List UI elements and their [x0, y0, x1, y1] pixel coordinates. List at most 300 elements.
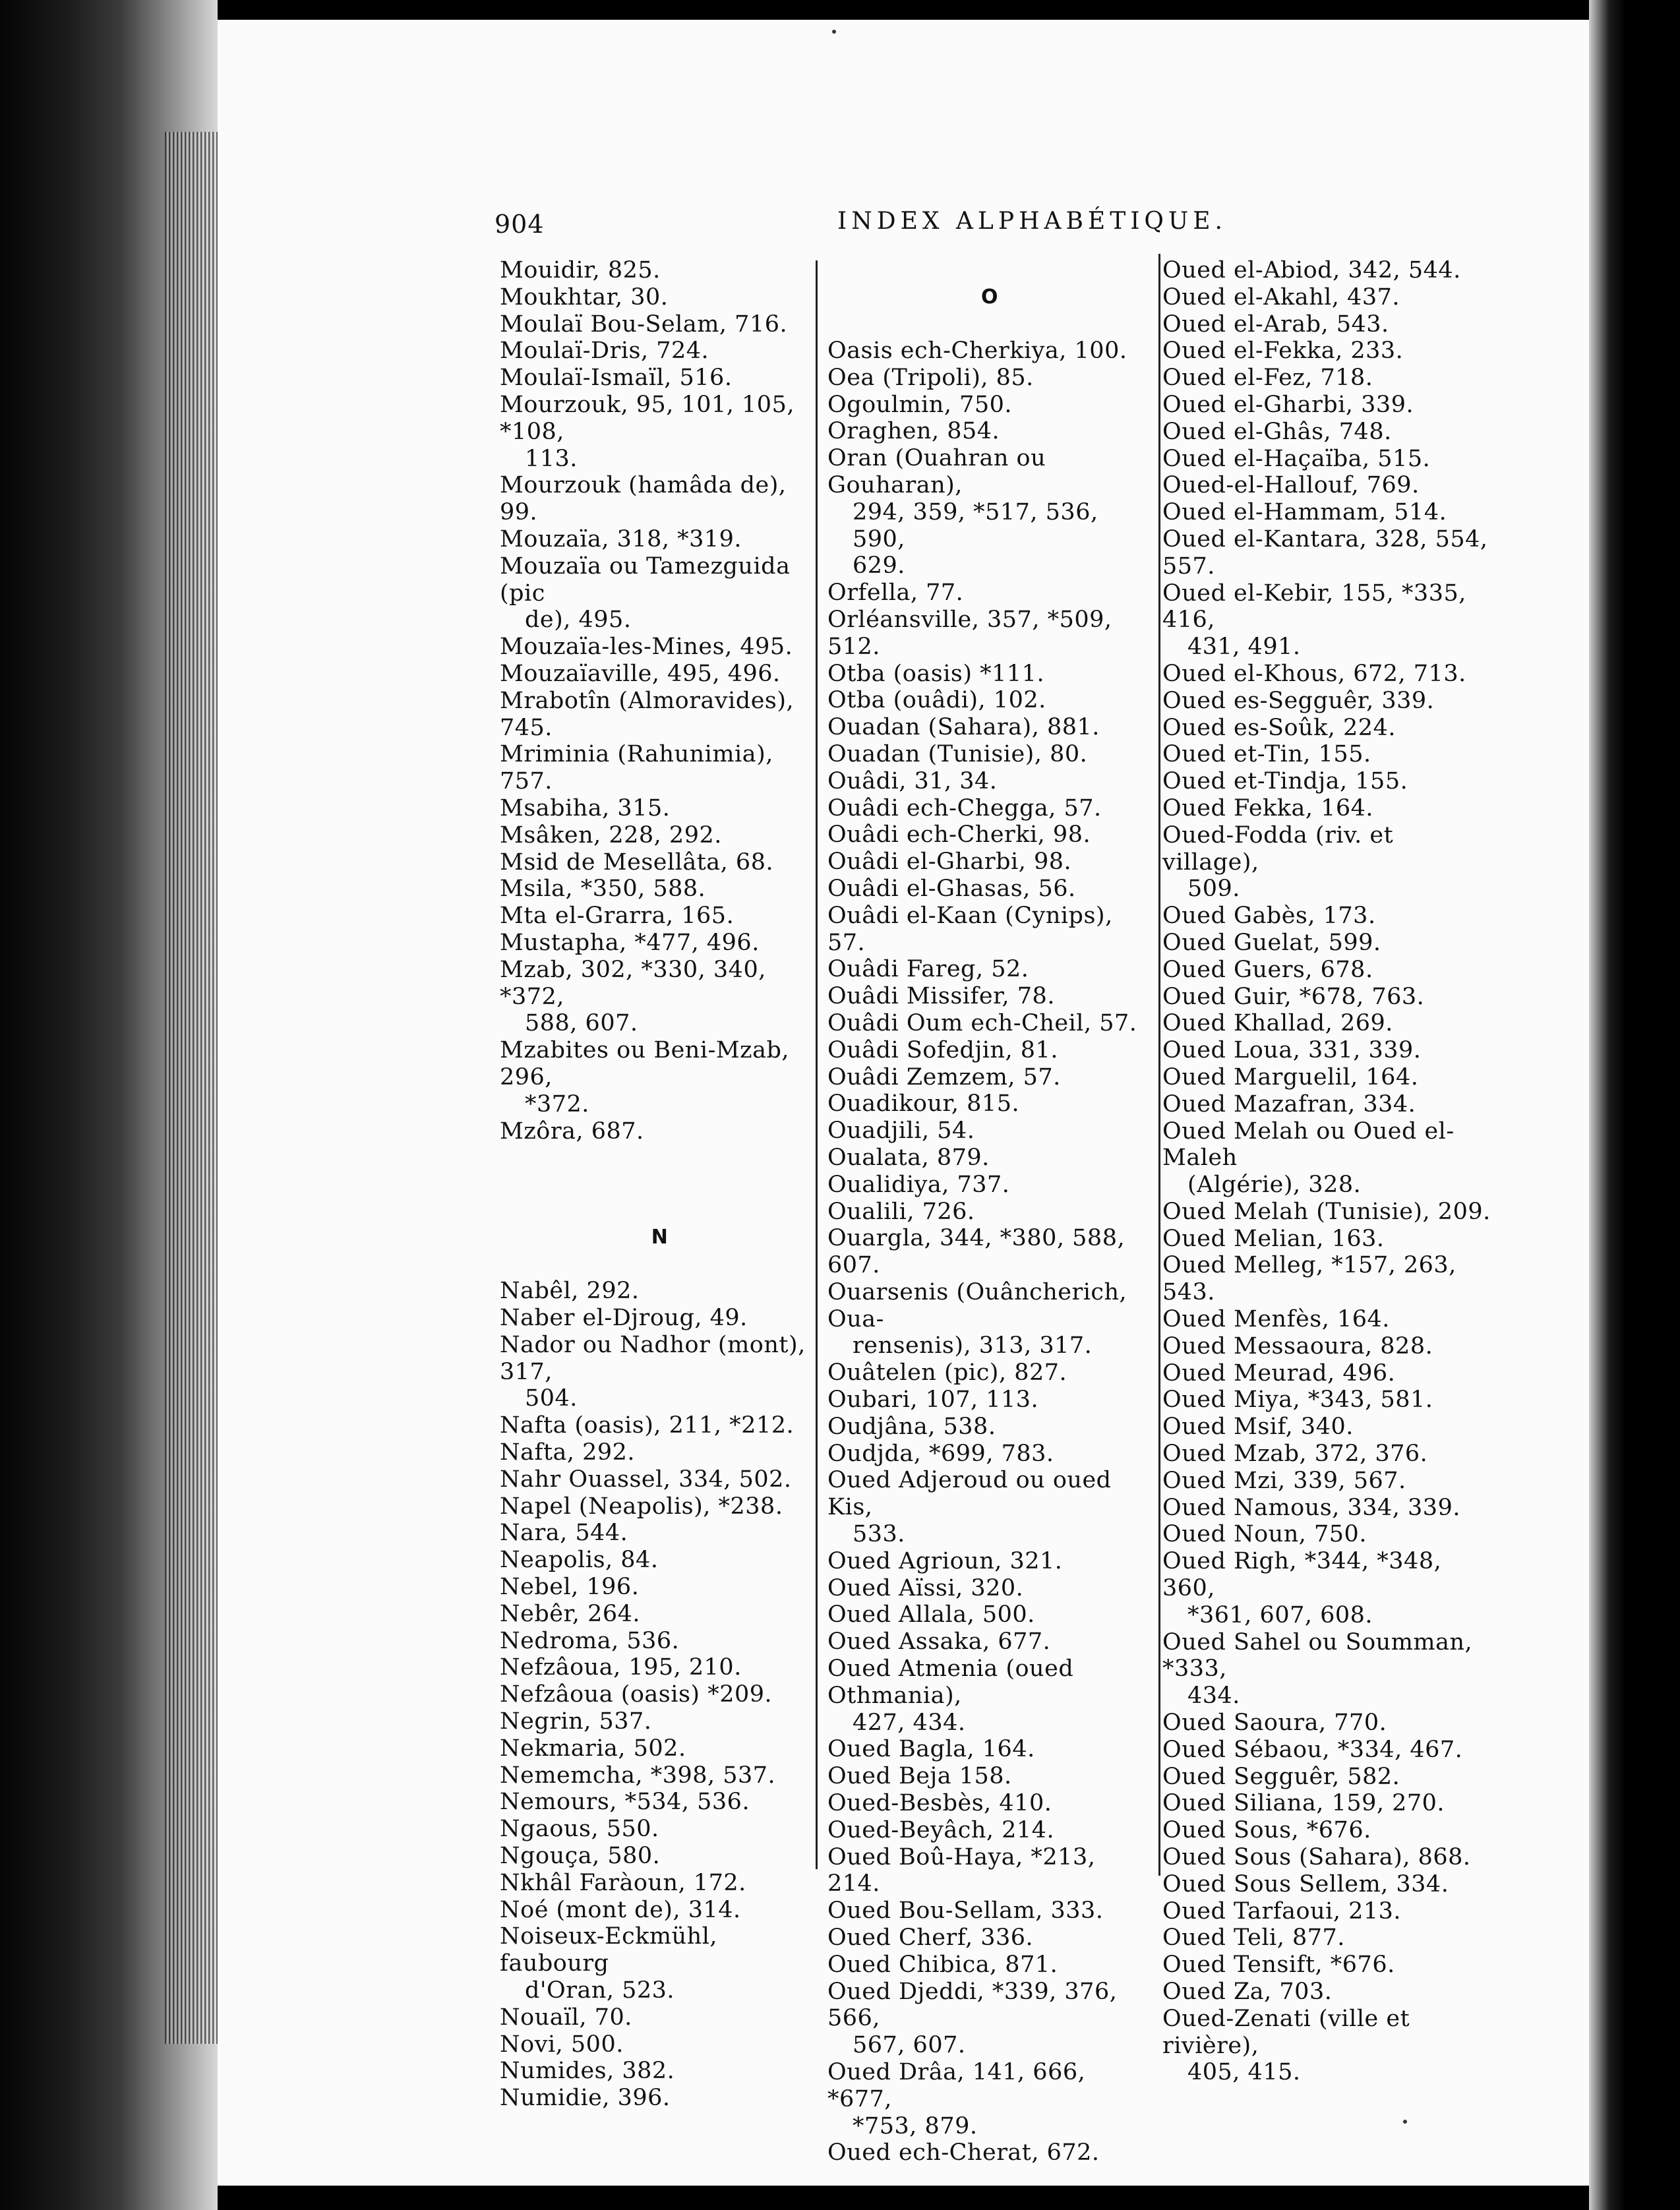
- index-entry-line: Oued-Zenati (ville et rivière),: [1162, 2005, 1418, 2059]
- index-entry: [500, 311, 820, 338]
- page-number: 904: [495, 210, 545, 239]
- index-entry-line: Nekmaria, 502.: [500, 1735, 686, 1762]
- index-entry-line: Mta el-Grarra, 165.: [500, 903, 735, 930]
- index-entry: [827, 956, 1152, 983]
- index-entry-line: Oued Bagla, 164.: [827, 1736, 1035, 1763]
- index-entry: [1162, 1790, 1497, 1817]
- index-entry-line: Oued Namous, 334, 339.: [1162, 1494, 1460, 1521]
- index-entry: [500, 1547, 820, 1574]
- index-entry-line: Moulaï-Dris, 724.: [500, 338, 709, 365]
- index-entry: [1162, 257, 1497, 284]
- index-entry: [1162, 688, 1497, 715]
- index-entry-line: Oued Sous (Sahara), 868.: [1162, 1844, 1471, 1871]
- page-stack-edges: [165, 132, 218, 2044]
- index-entry-continuation: *753, 879.: [853, 2112, 978, 2139]
- index-entry: [827, 661, 1152, 688]
- index-entry-line: Oued Cherf, 336.: [827, 1925, 1034, 1952]
- index-entry-line: Oued Mzab, 372, 376.: [1162, 1441, 1428, 1468]
- index-entry: [827, 1145, 1152, 1172]
- index-entry-line: Negrin, 537.: [500, 1708, 652, 1735]
- section-letter-heading: N: [651, 1226, 669, 1249]
- index-entry-line: Oran (Ouahran ou Gouharan),: [827, 445, 1054, 498]
- index-entry-line: Mouzaïaville, 495, 496.: [500, 660, 781, 687]
- index-entry: [1162, 1737, 1497, 1764]
- index-entry: [500, 1816, 820, 1843]
- index-entry-line: Oued el-Abiod, 342, 544.: [1162, 257, 1461, 284]
- index-entry-line: Oued el-Haçaïba, 515.: [1162, 445, 1431, 472]
- index-entry-line: Oea (Tripoli), 85.: [827, 364, 1034, 391]
- index-entry: [1162, 930, 1497, 957]
- index-entry-line: Nebêr, 264.: [500, 1600, 641, 1627]
- index-entry-line: Oued el-Ghâs, 748.: [1162, 418, 1392, 445]
- index-entry: [500, 1332, 820, 1412]
- index-entry-line: Msila, *350, 588.: [500, 876, 706, 903]
- index-entry: [827, 1090, 1152, 1118]
- index-entry: [1162, 1521, 1497, 1548]
- index-entry-line: Oued Sébaou, *334, 467.: [1162, 1736, 1463, 1763]
- index-entry-line: Oued Beja 158.: [827, 1763, 1012, 1790]
- index-entry-line: Ouadikour, 815.: [827, 1090, 1020, 1118]
- index-entry: [827, 1952, 1152, 1979]
- index-entry: [1162, 1871, 1497, 1898]
- index-entry: [1162, 1495, 1497, 1522]
- index-entry: [500, 1412, 820, 1439]
- index-entry-line: Ouâdi Zemzem, 57.: [827, 1063, 1061, 1090]
- index-entry: [827, 741, 1152, 768]
- index-entry: [1162, 768, 1497, 795]
- index-entry: [827, 849, 1152, 876]
- index-entry-line: Ngaous, 550.: [500, 1816, 659, 1843]
- index-entry-line: Nedroma, 536.: [500, 1627, 680, 1654]
- index-entry: [1162, 1629, 1497, 1710]
- index-entry-line: Oued Guers, 678.: [1162, 956, 1373, 983]
- index-entry: [500, 2058, 820, 2085]
- index-entry: [500, 1735, 820, 1762]
- index-entry-line: Orfella, 77.: [827, 580, 964, 607]
- index-entry-line: Oued el-Khous, 672, 713.: [1162, 660, 1466, 687]
- index-entry: [500, 338, 820, 365]
- index-entry-line: Oued Aïssi, 320.: [827, 1574, 1024, 1601]
- index-entry-line: Noiseux-Eckmühl, faubourg: [500, 1923, 725, 1977]
- index-entry: [1162, 795, 1497, 822]
- index-entry: [827, 821, 1152, 849]
- index-entry: [827, 1548, 1152, 1575]
- index-entry: [827, 1575, 1152, 1602]
- index-entry-line: Mriminia (Rahunimia), 757.: [500, 741, 781, 795]
- index-entry: [1162, 1360, 1497, 1387]
- index-entry: [500, 1493, 820, 1520]
- index-entry: [827, 418, 1152, 445]
- index-entry: [500, 392, 820, 472]
- index-entry: [827, 768, 1152, 795]
- index-entry-line: Nefzâoua, 195, 210.: [500, 1654, 742, 1681]
- index-entry-line: Mouzaïa ou Tamezguida (pic: [500, 552, 798, 607]
- index-entry-line: Oued Melah ou Oued el-Maleh: [1162, 1118, 1455, 1172]
- index-entry: [1162, 419, 1497, 446]
- index-entry-line: Otba (oasis) *111.: [827, 660, 1045, 687]
- index-entry: [1162, 338, 1497, 365]
- index-entry-line: Oued Fekka, 164.: [1162, 794, 1374, 821]
- index-entry-line: Oubari, 107, 113.: [827, 1387, 1039, 1414]
- index-entry: [1162, 526, 1497, 580]
- index-entry-line: Oued el-Akahl, 437.: [1162, 284, 1400, 311]
- index-entry: [827, 2059, 1152, 2139]
- index-entry-continuation: 294, 359, *517, 536, 590,: [853, 498, 1106, 552]
- index-entry: [827, 1225, 1152, 1279]
- index-entry: [500, 661, 820, 688]
- index-entry: [1162, 311, 1497, 338]
- index-entry: [500, 822, 820, 849]
- index-entry: [500, 1520, 820, 1547]
- index-entry: [827, 1359, 1152, 1387]
- index-entry: [500, 257, 820, 284]
- index-entry-line: Msabiha, 315.: [500, 794, 671, 821]
- index-entry-line: Oued Guelat, 599.: [1162, 929, 1381, 956]
- index-entry: [500, 2004, 820, 2031]
- index-entry-line: Oued Menfès, 164.: [1162, 1306, 1390, 1333]
- index-entry: [500, 876, 820, 903]
- index-entry: [1162, 392, 1497, 419]
- index-entry-continuation: (Algérie), 328.: [1187, 1172, 1362, 1199]
- index-entry: [1162, 1925, 1497, 1952]
- index-entry-line: Oued ech-Cherat, 672.: [827, 2139, 1100, 2166]
- index-entry-line: Oualata, 879.: [827, 1144, 990, 1171]
- index-entry: [827, 1279, 1152, 1359]
- index-entry-line: Oued Sous Sellem, 334.: [1162, 1870, 1449, 1897]
- index-entry-line: Oued Djeddi, *339, 376, 566,: [827, 1978, 1125, 2032]
- index-entry-line: Oued Marguelil, 164.: [1162, 1063, 1419, 1090]
- index-entry: [500, 957, 820, 1037]
- index-entry: [1162, 1979, 1497, 2006]
- index-entry: [827, 983, 1152, 1010]
- index-entry-line: Oued Sous, *676.: [1162, 1817, 1371, 1844]
- index-entry-line: Oued el-Kantara, 328, 554, 557.: [1162, 525, 1496, 580]
- index-entry-line: Oued Khallad, 269.: [1162, 1010, 1393, 1037]
- index-entry-line: Napel (Neapolis), *238.: [500, 1493, 783, 1520]
- index-entry: [827, 580, 1152, 607]
- index-entry: [1162, 741, 1497, 768]
- index-entry-line: Oued Segguêr, 582.: [1162, 1763, 1400, 1790]
- index-entry-line: Oualili, 726.: [827, 1198, 975, 1225]
- index-entry: [500, 1923, 820, 2004]
- index-entry: [500, 1278, 820, 1305]
- index-entry-line: Oued Sahel ou Soumman, *333,: [1162, 1628, 1480, 1683]
- index-entry-continuation: 427, 434.: [853, 1709, 966, 1736]
- index-entry-line: Oualidiya, 737.: [827, 1171, 1010, 1198]
- index-entry: [500, 1654, 820, 1681]
- index-entry: [1162, 1064, 1497, 1091]
- index-entry-line: Oued Msif, 340.: [1162, 1414, 1354, 1441]
- index-entry-continuation: 588, 607.: [525, 1010, 638, 1037]
- index-entry-line: Mzôra, 687.: [500, 1118, 644, 1145]
- index-entry: [827, 607, 1152, 661]
- index-entry: [827, 365, 1152, 392]
- index-entry-line: Ouâdi ech-Chegga, 57.: [827, 794, 1102, 821]
- index-entry-line: Nabêl, 292.: [500, 1278, 640, 1305]
- index-entry: [500, 634, 820, 661]
- index-entry-line: Oued-Beyâch, 214.: [827, 1816, 1055, 1843]
- index-entry-line: Moulaï Bou-Selam, 716.: [500, 311, 788, 338]
- index-entry-line: Oued Assaka, 677.: [827, 1628, 1051, 1656]
- index-entry: [827, 1441, 1152, 1468]
- index-entry: [1162, 984, 1497, 1011]
- page-header-title: INDEX ALPHABÉTIQUE.: [837, 208, 1227, 235]
- index-entry: [1162, 661, 1497, 688]
- index-entry-line: Oued Melleg, *157, 263, 543.: [1162, 1252, 1464, 1306]
- index-entry-line: Naber el-Djroug, 49.: [500, 1305, 748, 1332]
- index-entry: [827, 1118, 1152, 1145]
- index-entry-line: Oued Atmenia (oued Othmania),: [827, 1656, 1081, 1709]
- index-entry: [500, 1897, 820, 1924]
- index-entry-line: Oued Mazafran, 334.: [1162, 1090, 1416, 1118]
- index-entry-line: Oued Noun, 750.: [1162, 1521, 1367, 1548]
- index-entry-line: Nememcha, *398, 537.: [500, 1762, 776, 1789]
- index-entry-line: Oued Meurad, 496.: [1162, 1359, 1396, 1387]
- index-entry: [1162, 446, 1497, 473]
- index-entry: [827, 1172, 1152, 1199]
- index-entry-line: Ouâdi Sofedjin, 81.: [827, 1036, 1058, 1063]
- index-entry-line: Oued Tensift, *676.: [1162, 1952, 1395, 1979]
- index-entry: [827, 1844, 1152, 1898]
- index-entry-continuation: d'Oran, 523.: [525, 1977, 675, 2004]
- index-entry: [827, 338, 1152, 365]
- index-entry: [1162, 1226, 1497, 1253]
- index-entry: [827, 1897, 1152, 1925]
- index-entry-continuation: *361, 607, 608.: [1187, 1601, 1373, 1628]
- index-entry: [1162, 1118, 1497, 1199]
- index-entry-line: Oued Messaoura, 828.: [1162, 1332, 1433, 1359]
- index-entry: [827, 1387, 1152, 1414]
- index-entry-line: Ngouça, 580.: [500, 1843, 661, 1870]
- index-entry: [1162, 284, 1497, 311]
- index-entry: [827, 1601, 1152, 1628]
- index-entry: [1162, 472, 1497, 499]
- right-page-edge: [1589, 0, 1680, 2210]
- index-entry: [1162, 580, 1497, 661]
- index-entry-line: Ouâdi el-Gharbi, 98.: [827, 849, 1072, 876]
- index-entry-continuation: 431, 491.: [1187, 634, 1301, 661]
- index-entry: [827, 1199, 1152, 1226]
- index-entry: [500, 1870, 820, 1897]
- index-entry-line: Oued Righ, *344, *348, 360,: [1162, 1548, 1449, 1602]
- index-entry: [1162, 1010, 1497, 1037]
- index-entry: [827, 1628, 1152, 1656]
- index-entry: [827, 903, 1152, 957]
- index-entry: [1162, 957, 1497, 984]
- index-entry: [500, 365, 820, 392]
- index-entry: [827, 795, 1152, 822]
- index-entry-line: Mourzouk (hamâda de), 99.: [500, 472, 795, 526]
- index-entry-line: Nador ou Nadhor (mont), 317,: [500, 1331, 814, 1385]
- index-entry-continuation: *372.: [525, 1090, 589, 1118]
- index-entry: [500, 1037, 820, 1118]
- index-entry-line: Oued Allala, 500.: [827, 1601, 1035, 1628]
- index-entry: [500, 1118, 820, 1145]
- index-entry: [1162, 1387, 1497, 1414]
- index-entry-line: Oued es-Segguêr, 339.: [1162, 687, 1435, 714]
- index-entry-line: Oued Guir, *678, 763.: [1162, 983, 1425, 1010]
- index-entry-line: Oued el-Kebir, 155, *335, 416,: [1162, 580, 1474, 634]
- index-entry-line: Oued Adjeroud ou oued Kis,: [827, 1467, 1120, 1521]
- index-entry: [1162, 1817, 1497, 1844]
- index-entry-continuation: 434.: [1187, 1683, 1240, 1710]
- index-entry: [500, 553, 820, 634]
- index-entry: [500, 1439, 820, 1466]
- index-entry: [1162, 1252, 1497, 1306]
- index-entry: [500, 1305, 820, 1332]
- index-entry-line: Oued Chibica, 871.: [827, 1951, 1058, 1978]
- index-entry-line: Oued el-Arab, 543.: [1162, 311, 1389, 338]
- index-entry-line: Neapolis, 84.: [500, 1547, 659, 1574]
- index-entry: [500, 795, 820, 822]
- index-entry: [500, 284, 820, 311]
- index-entry: [827, 1925, 1152, 1952]
- index-entry-line: Mrabotîn (Almoravides), 745.: [500, 687, 802, 741]
- index-entry-line: Msid de Mesellâta, 68.: [500, 849, 774, 876]
- index-entry: [500, 2031, 820, 2058]
- index-entry-line: Oued el-Fez, 718.: [1162, 365, 1373, 392]
- index-entry: [1162, 1306, 1497, 1333]
- index-entry-line: Oued es-Soûk, 224.: [1162, 714, 1396, 741]
- index-entry: [827, 392, 1152, 419]
- index-entry-line: Oued Mzi, 339, 567.: [1162, 1467, 1406, 1494]
- index-entry: [827, 1037, 1152, 1064]
- index-entry-line: Mouzaïa, 318, *319.: [500, 525, 742, 552]
- index-entry: [500, 1601, 820, 1628]
- index-entry-line: Mustapha, *477, 496.: [500, 929, 760, 956]
- index-entry: [827, 1064, 1152, 1091]
- index-entry-line: Oued-Besbès, 410.: [827, 1790, 1052, 1817]
- index-entry-line: Oued Loua, 331, 339.: [1162, 1037, 1422, 1064]
- index-entry: [500, 1708, 820, 1735]
- index-entry: [500, 688, 820, 742]
- index-entry: [827, 714, 1152, 741]
- index-entry-line: Mouzaïa-les-Mines, 495.: [500, 634, 793, 661]
- index-entry-line: Ouâdi Oum ech-Cheil, 57.: [827, 1009, 1137, 1036]
- index-entry-line: Oued Miya, *343, 581.: [1162, 1387, 1433, 1414]
- index-entry-line: Nahr Ouassel, 334, 502.: [500, 1466, 792, 1493]
- index-entry-continuation: 113.: [525, 445, 578, 472]
- index-entry-line: Ouadan (Sahara), 881.: [827, 714, 1100, 741]
- index-entry-line: Ouarsenis (Ouâncherich, Oua-: [827, 1278, 1135, 1332]
- index-entry: [827, 1790, 1152, 1817]
- index-entry-continuation: de), 495.: [525, 607, 632, 634]
- index-entry-line: Oued Saoura, 770.: [1162, 1710, 1387, 1737]
- index-entry: [1162, 1952, 1497, 1979]
- index-entry: [500, 2085, 820, 2112]
- index-entry: [500, 1843, 820, 1870]
- section-letter-heading: O: [980, 285, 998, 309]
- index-entry: [1162, 903, 1497, 930]
- index-entry-line: Oued Gabès, 173.: [1162, 903, 1376, 930]
- index-entry-line: Ouâdi el-Kaan (Cynips), 57.: [827, 902, 1121, 956]
- index-entry: [827, 687, 1152, 714]
- index-entry-line: Oued Agrioun, 321.: [827, 1547, 1063, 1574]
- index-entry-line: Nkhâl Faràoun, 172.: [500, 1869, 746, 1896]
- index-entry-line: Numidie, 396.: [500, 2085, 671, 2112]
- index-entry-line: Oued el-Hammam, 514.: [1162, 499, 1447, 526]
- index-entry: [827, 876, 1152, 903]
- index-entry-continuation: 504.: [525, 1385, 578, 1412]
- index-entry: [500, 741, 820, 795]
- index-entry: [827, 1414, 1152, 1441]
- index-entry: [500, 1574, 820, 1601]
- index-entry: [1162, 1844, 1497, 1871]
- index-entry: [1162, 1548, 1497, 1628]
- index-entry-line: Oued el-Gharbi, 339.: [1162, 391, 1414, 418]
- index-entry-line: Ouâdi, 31, 34.: [827, 767, 998, 794]
- index-entry-line: Oued Za, 703.: [1162, 1979, 1333, 2005]
- index-entry-line: Nouaïl, 70.: [500, 2004, 632, 2031]
- index-entry: [1162, 1898, 1497, 1925]
- index-column-1: [500, 257, 820, 2112]
- index-entry-line: Ogoulmin, 750.: [827, 391, 1013, 418]
- index-entry-line: Otba (ouâdi), 102.: [827, 687, 1046, 714]
- index-entry: [827, 1979, 1152, 2059]
- index-entry-line: Numides, 382.: [500, 2058, 675, 2085]
- index-entry-line: Nebel, 196.: [500, 1574, 640, 1601]
- index-entry-line: Ouadjili, 54.: [827, 1118, 975, 1145]
- index-column-3: [1162, 257, 1497, 2086]
- index-entry-continuation: 567, 607.: [853, 2032, 966, 2059]
- index-entry-line: Noé (mont de), 314.: [500, 1896, 741, 1923]
- index-entry-line: Nemours, *534, 536.: [500, 1789, 750, 1816]
- index-entry: [1162, 1710, 1497, 1737]
- column-divider-right: [1158, 254, 1160, 1876]
- index-entry-line: Ouargla, 344, *380, 588, 607.: [827, 1225, 1133, 1279]
- index-entry: [1162, 365, 1497, 392]
- index-entry-line: Ouâdi Fareg, 52.: [827, 956, 1029, 983]
- index-column-2: [827, 257, 1152, 2166]
- index-entry-line: Oued Siliana, 159, 270.: [1162, 1790, 1445, 1817]
- index-entry-line: Oued Bou-Sellam, 333.: [827, 1897, 1104, 1925]
- index-entry: [1162, 1764, 1497, 1791]
- index-entry: [827, 1736, 1152, 1763]
- index-entry-line: Oued Melah (Tunisie), 209.: [1162, 1198, 1491, 1225]
- index-entry-continuation: 509.: [1187, 876, 1240, 903]
- index-entry-line: Nafta, 292.: [500, 1439, 636, 1466]
- index-entry-line: Oued et-Tin, 155.: [1162, 741, 1371, 768]
- index-entry: [500, 849, 820, 876]
- index-entry-line: Mzabites ou Beni-Mzab, 296,: [500, 1037, 797, 1090]
- index-entry: [827, 1010, 1152, 1037]
- index-entry: [1162, 1091, 1497, 1118]
- index-entry-line: Oasis ech-Cherkiya, 100.: [827, 338, 1127, 364]
- index-entry-line: Ouâtelen (pic), 827.: [827, 1359, 1067, 1387]
- page-speck: [1403, 2120, 1407, 2124]
- index-entry: [500, 526, 820, 553]
- index-entry-line: Moulaï-Ismaïl, 516.: [500, 365, 733, 392]
- index-entry: [1162, 715, 1497, 742]
- index-entry-line: Orléansville, 357, *509, 512.: [827, 606, 1120, 660]
- index-entry-continuation: rensenis), 313, 317.: [853, 1332, 1093, 1359]
- index-entry: [500, 903, 820, 930]
- index-entry: [1162, 1441, 1497, 1468]
- index-entry: [1162, 1199, 1497, 1226]
- index-entry: [500, 930, 820, 957]
- index-entry: [1162, 1037, 1497, 1064]
- index-entry: [500, 472, 820, 526]
- index-entry-continuation: 405, 415.: [1187, 2059, 1301, 2086]
- index-entry: [827, 1763, 1152, 1790]
- index-entry-line: Oraghen, 854.: [827, 418, 1000, 445]
- index-entry-line: Ouâdi ech-Cherki, 98.: [827, 821, 1091, 849]
- index-entry-line: Oued Teli, 877.: [1162, 1925, 1345, 1952]
- index-entry-line: Oued et-Tindja, 155.: [1162, 768, 1408, 795]
- index-entry: [1162, 822, 1497, 903]
- index-entry: [1162, 499, 1497, 526]
- index-entry: [1162, 1333, 1497, 1360]
